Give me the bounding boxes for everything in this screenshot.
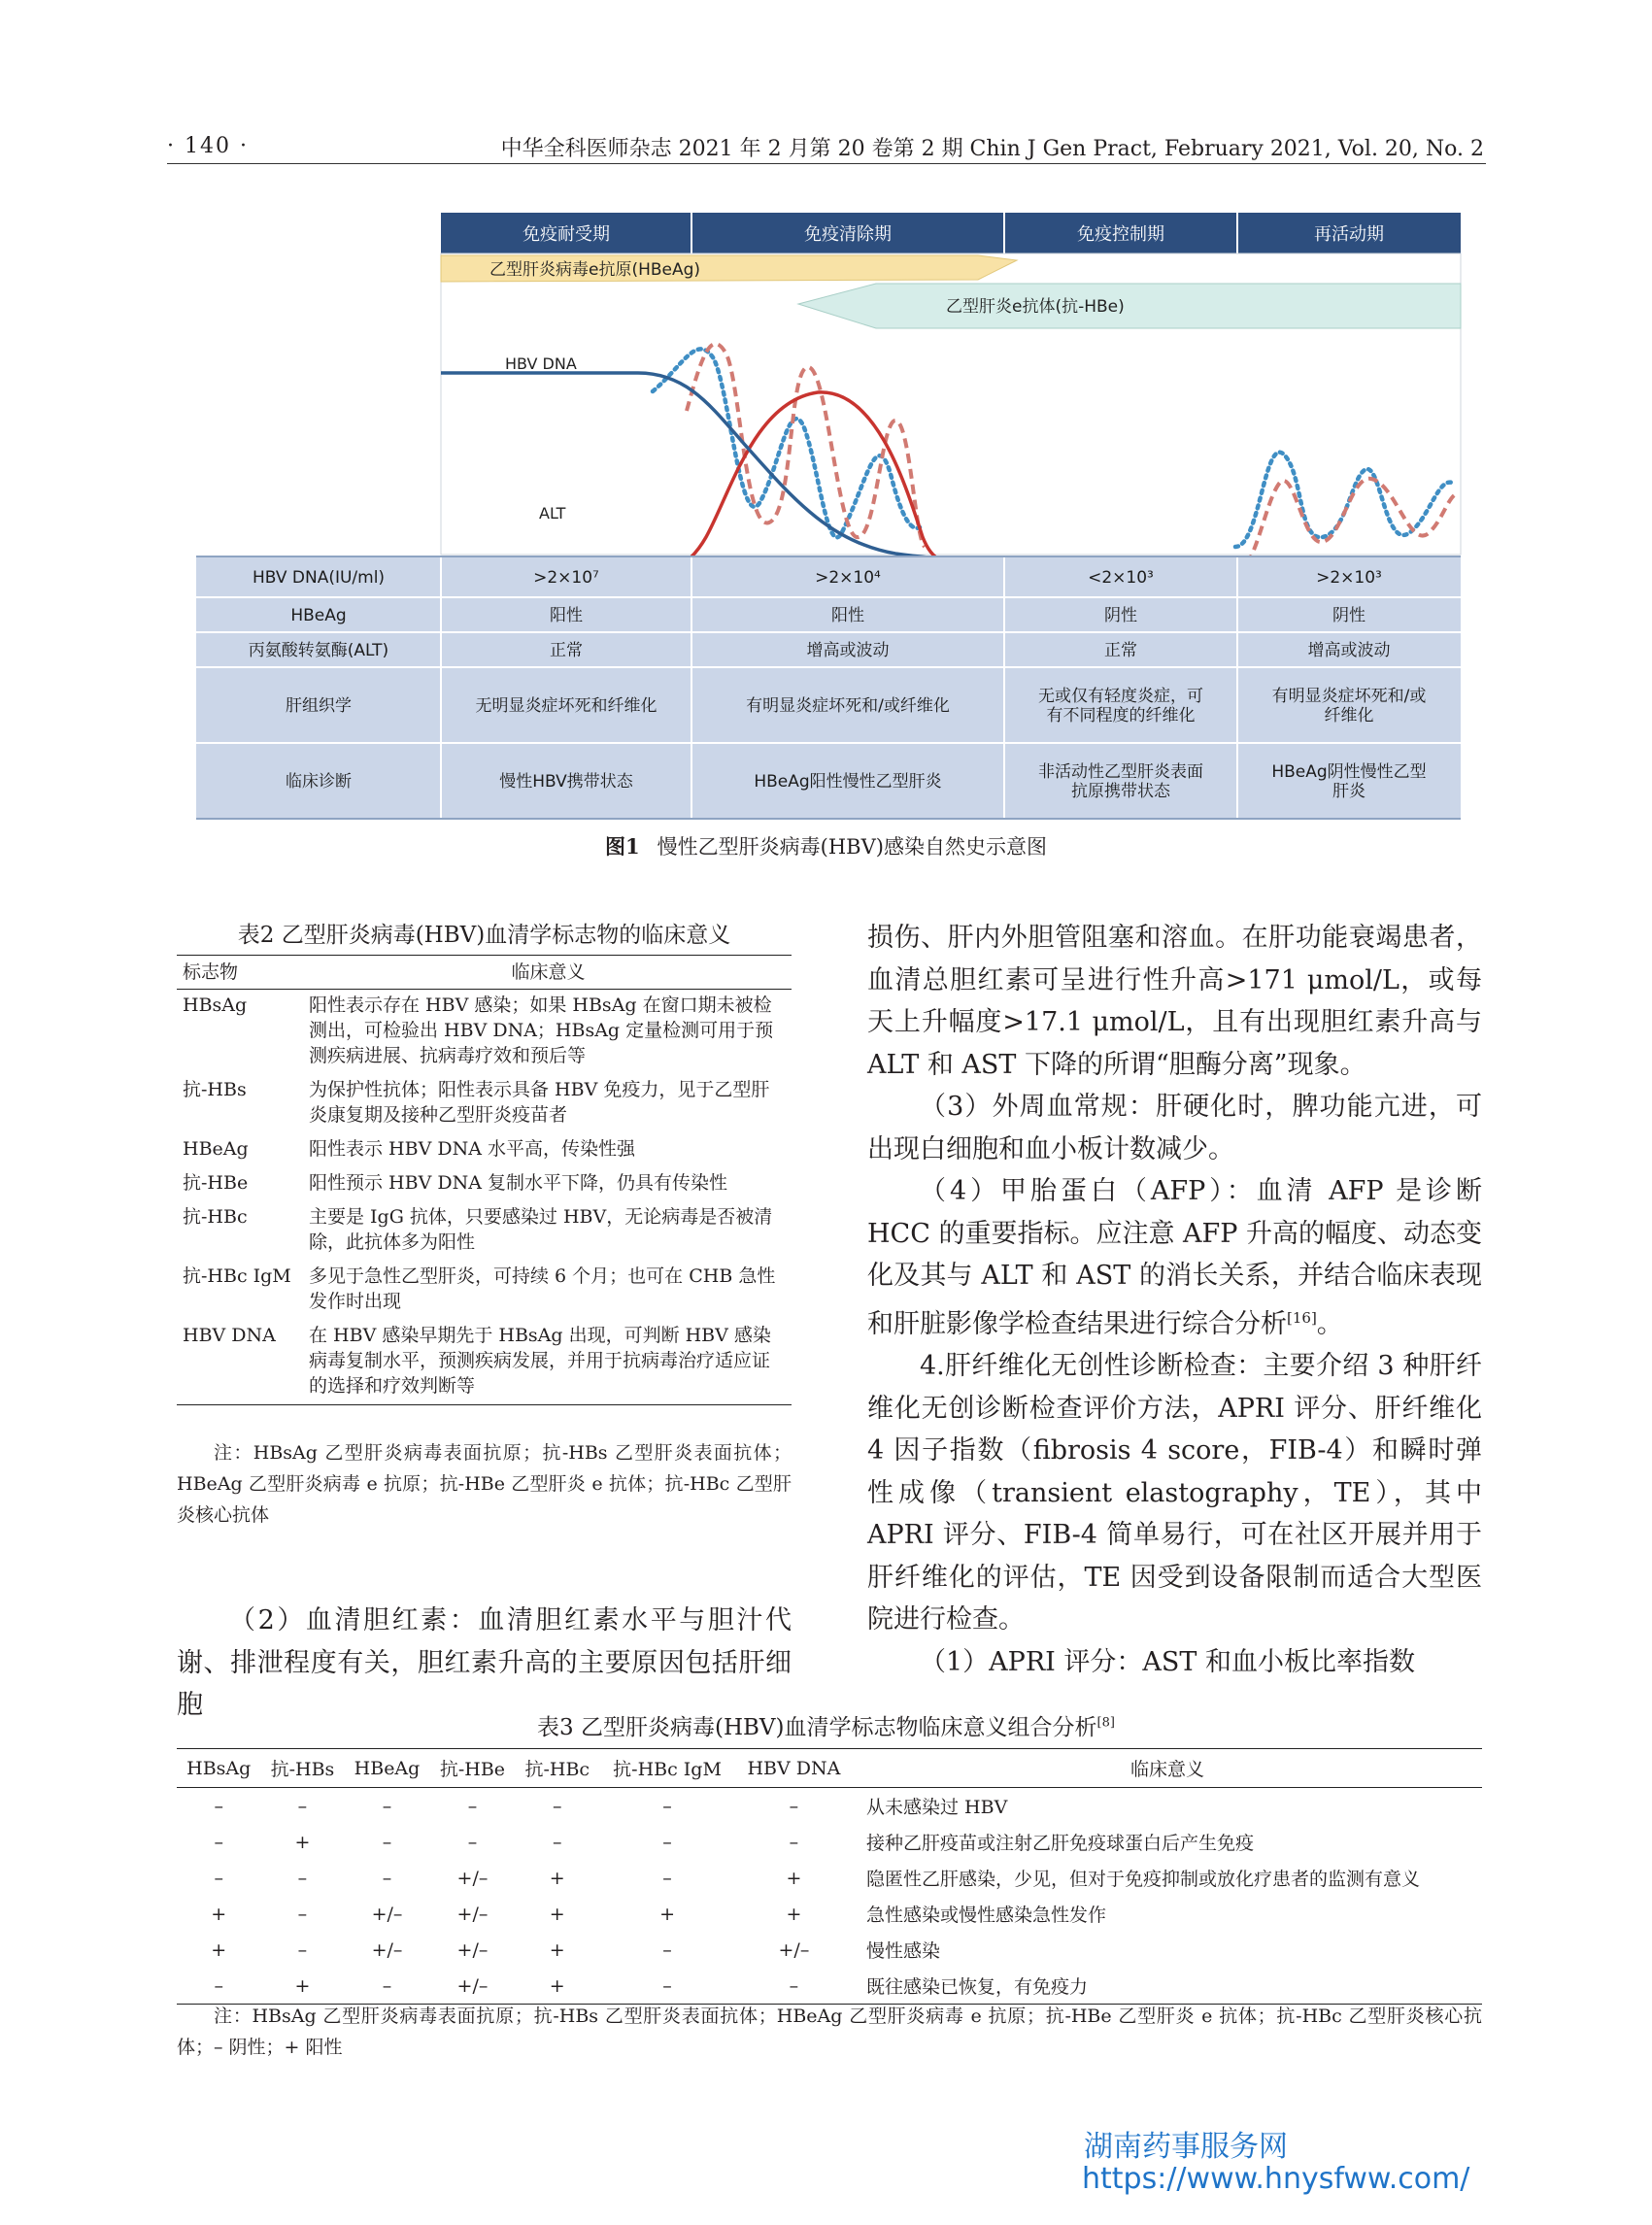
- table3-meaning: 接种乙肝疫苗或注射乙肝免疫球蛋白后产生免疫: [866, 1833, 1255, 1854]
- table3-cell: –: [382, 1867, 392, 1889]
- table3-header: HBsAg: [177, 1749, 260, 1788]
- table3-cell: +/–: [371, 1903, 403, 1925]
- figure-caption-text: 慢性乙型肝炎病毒(HBV)感染自然史示意图: [657, 835, 1047, 859]
- figure-cell: 阳性: [831, 606, 864, 625]
- watermark-url[interactable]: https://www.hnysfww.com/: [1082, 2162, 1470, 2196]
- table-row: [177, 1824, 1482, 1860]
- table3-cell: +/–: [778, 1938, 810, 1961]
- table3-cell: –: [789, 1795, 799, 1817]
- table2-marker: 抗-HBc: [183, 1206, 248, 1228]
- table2-marker: HBeAg: [183, 1138, 249, 1160]
- table-row: [177, 1167, 792, 1201]
- figure-cell: 增高或波动: [806, 641, 890, 660]
- table3-cell: –: [662, 1831, 672, 1853]
- table2-marker: 抗-HBs: [183, 1079, 247, 1100]
- table3-cell: –: [214, 1867, 223, 1889]
- table3-cell: –: [214, 1831, 223, 1853]
- paragraph-bilirubin: （2）血清胆红素：血清胆红素水平与胆汁代谢、排泄程度有关，胆红素升高的主要原因包括肝细胞: [177, 1605, 792, 1720]
- figure-table: [196, 556, 1461, 819]
- figure-cell: HBeAg阳性慢性乙型肝炎: [754, 772, 942, 792]
- table3-cell: +: [515, 1968, 599, 2005]
- right-column-text: [867, 917, 1482, 1683]
- figure-cell: HBeAg阴性慢性乙型: [1271, 762, 1427, 782]
- figure-cell: 非活动性乙型肝炎表面: [1038, 762, 1203, 782]
- figure-cell: 有不同程度的纤维化: [1046, 706, 1196, 725]
- figure-row-label: 临床诊断: [286, 772, 352, 792]
- figure-cell: 增高或波动: [1307, 641, 1391, 660]
- figure-row-label: HBeAg: [290, 606, 347, 625]
- figure-cell: >2×10³: [1316, 568, 1382, 588]
- label-alt: ALT: [539, 504, 566, 523]
- table2-meaning: 阳性表示 HBV DNA 水平高，传染性强: [309, 1138, 635, 1160]
- table2-marker: HBsAg: [183, 995, 248, 1016]
- table3-cell: –: [297, 1867, 308, 1889]
- figure-cell: 有明显炎症坏死和/或纤维化: [746, 696, 950, 716]
- table2-header-marker: 标志物: [177, 956, 303, 990]
- table3-cell: –: [297, 1903, 308, 1925]
- table3-cell: –: [177, 1968, 260, 2005]
- table3-meaning: 隐匿性乙肝感染，少见，但对于免疫抑制或放化疗患者的监测有意义: [866, 1869, 1421, 1890]
- table3-cell: +/–: [430, 1968, 516, 2005]
- figure-cell: 慢性HBV携带状态: [499, 772, 633, 792]
- left-column-text: [177, 1600, 792, 1727]
- table3-header: HBeAg: [344, 1749, 429, 1788]
- table3-cell: +: [211, 1903, 227, 1925]
- figure-cell: 阳性: [550, 606, 583, 625]
- table2-marker: 抗-HBe: [183, 1172, 249, 1194]
- table3-cell: –: [599, 1968, 735, 2005]
- table-row: [177, 1320, 792, 1405]
- citation-16: [16]: [1287, 1308, 1317, 1327]
- table-row: [177, 1932, 1482, 1968]
- table-row: [177, 1968, 1482, 2005]
- table2-meaning: 多见于急性乙型肝炎，可持续 6 个月；也可在 CHB 急性发作时出现: [309, 1265, 776, 1312]
- table3-cell: –: [662, 1867, 672, 1889]
- table3-cell: –: [214, 1795, 223, 1817]
- antihbe-arrow: [798, 284, 1461, 328]
- table3-cell: –: [662, 1938, 672, 1961]
- table2-marker: HBV DNA: [177, 1320, 303, 1405]
- table3-cell: –: [735, 1968, 853, 2005]
- figure-caption-number: 图1: [605, 834, 640, 859]
- table2-caption: 表2 乙型肝炎病毒(HBV)血清学标志物的临床意义: [237, 923, 731, 948]
- paragraph-afp: [867, 1170, 1482, 1345]
- table3-header: 抗-HBe: [430, 1749, 516, 1788]
- table-row: [177, 1896, 1482, 1932]
- table3-header: 抗-HBc: [515, 1749, 599, 1788]
- table3-cell: +: [786, 1903, 802, 1925]
- table3-cell: –: [467, 1795, 478, 1817]
- figure-cell: 正常: [1104, 641, 1137, 660]
- table3-cell: –: [467, 1831, 478, 1853]
- paragraph-afp-end: 。: [1316, 1308, 1343, 1339]
- table3-cell: –: [553, 1831, 562, 1853]
- table3-cell: +: [659, 1903, 675, 1925]
- paragraph-apri: （1）APRI 评分：AST 和血小板比率指数: [920, 1646, 1416, 1677]
- table3-header-row: [177, 1749, 1482, 1788]
- table3-header: 临床意义: [853, 1749, 1482, 1788]
- table3-cell: +: [294, 1831, 311, 1853]
- table3-header: 抗-HBs: [260, 1749, 344, 1788]
- table3-cell: –: [789, 1831, 799, 1853]
- table3-cell: –: [297, 1938, 308, 1961]
- table2-marker: 抗-HBc IgM: [183, 1265, 291, 1287]
- figure-cell: 纤维化: [1324, 706, 1374, 725]
- phase-reactivation: 再活动期: [1314, 224, 1384, 245]
- table3-cell: +: [549, 1938, 565, 1961]
- hbeag-arrow-label: 乙型肝炎病毒e抗原(HBeAg): [489, 260, 701, 280]
- table3-cell: +/–: [456, 1867, 489, 1889]
- watermark-site-name: 湖南药事服务网: [1084, 2130, 1288, 2164]
- figure-cell: 肝炎: [1332, 782, 1365, 801]
- table3-cell: –: [382, 1795, 392, 1817]
- table3-note: 注：HBsAg 乙型肝炎病毒表面抗原；抗-HBs 乙型肝炎表面抗体；HBeAg 乙型肝炎病毒 e 抗原；抗-HBe 乙型肝炎 e 抗体；抗-HBc 乙型肝炎核心抗体；– 阴性；+ 阳性: [177, 2006, 1482, 2058]
- table3: [177, 1748, 1482, 2005]
- figure-cell: 阴性: [1332, 606, 1365, 625]
- paragraph-continuation: 损伤、肝内外胆管阻塞和溶血。在肝功能衰竭患者，血清总胆红素可呈进行性升高>171 μmol/L，或每天上升幅度>17.1 μmol/L，且有出现胆红素升高与 ALT 和 AST 下降的所谓“胆酶分离”现象。: [867, 923, 1482, 1080]
- table3-header: HBV DNA: [735, 1749, 853, 1788]
- figure-cell: 有明显炎症坏死和/或: [1271, 687, 1427, 706]
- table2-meaning: 阳性预示 HBV DNA 复制水平下降，仍具有传染性: [309, 1172, 727, 1194]
- paragraph-afp-text: （4）甲胎蛋白（AFP）：血清 AFP 是诊断 HCC 的重要指标。应注意 AFP 升高的幅度、动态变化及其与 ALT 和 AST 的消长关系，并结合临床表现和肝脏影像学检查结果进行综合分析: [867, 1176, 1483, 1339]
- table3-meaning: 慢性感染: [866, 1940, 941, 1962]
- table-row: [177, 990, 792, 1075]
- label-hbv-dna: HBV DNA: [505, 354, 577, 373]
- figure-cell: 正常: [550, 641, 583, 660]
- table3-caption: [0, 1709, 1652, 1741]
- table2-meaning: 主要是 IgG 抗体，只要感染过 HBV，无论病毒是否被清除，此抗体多为阳性: [309, 1206, 773, 1253]
- table2-note: 注：HBsAg 乙型肝炎病毒表面抗原；抗-HBs 乙型肝炎表面抗体；HBeAg 乙型肝炎病毒 e 抗原；抗-HBe 乙型肝炎 e 抗体；抗-HBc 乙型肝炎核心抗体: [177, 1442, 792, 1526]
- figure-row-label: HBV DNA(IU/ml): [252, 568, 386, 588]
- table-row: [177, 1860, 1482, 1896]
- table2-header-row: [177, 956, 792, 990]
- table3-cell: –: [662, 1795, 672, 1817]
- table3-cell: +: [786, 1867, 802, 1889]
- header-rule: [167, 163, 1486, 164]
- table3-cell: +/–: [371, 1938, 403, 1961]
- table3-cell: +: [211, 1938, 227, 1961]
- table2-meaning: 阳性表示存在 HBV 感染；如果 HBsAg 在窗口期未被检测出，可检验出 HBV DNA；HBsAg 定量检测可用于预测疾病进展、抗病毒疗效和预后等: [309, 995, 774, 1066]
- table3-meaning: 急性感染或慢性感染急性发作: [866, 1905, 1107, 1926]
- table3-meaning: 从未感染过 HBV: [866, 1797, 1008, 1818]
- table3-header: 抗-HBc IgM: [599, 1749, 735, 1788]
- table-row: [177, 1788, 1482, 1825]
- journal-header: 中华全科医师杂志 2021 年 2 月第 20 卷第 2 期 Chin J Gen Pract, February 2021, Vol. 20, No. 2: [500, 137, 1484, 161]
- paragraph-fibrosis: 4.肝纤维化无创性诊断检查：主要介绍 3 种肝纤维化无创诊断检查评价方法，APRI 评分、肝纤维化 4 因子指数（fibrosis 4 score，FIB-4）和瞬时弹性成像（transient elastography，TE），其中 APRI 评分、FIB-4 简单易行，可在社区开展并用于肝纤维化的评估，TE 因受到设备限制而适合大型医院进行检查。: [867, 1351, 1482, 1635]
- table3-cell: –: [297, 1795, 308, 1817]
- table2-meaning: 在 HBV 感染早期先于 HBsAg 出现，可判断 HBV 感染病毒复制水平，预测疾病发展，并用于抗病毒治疗适应证的选择和疗效判断等: [303, 1320, 792, 1405]
- table-row: [177, 1133, 792, 1167]
- table3-cell: –: [553, 1795, 562, 1817]
- figure-cell: 阴性: [1104, 606, 1137, 625]
- table3-caption-text: 表3 乙型肝炎病毒(HBV)血清学标志物临床意义组合分析: [537, 1715, 1097, 1740]
- figure-caption: [0, 831, 1652, 860]
- paragraph-blood-routine: （3）外周血常规：肝硬化时，脾功能亢进，可出现白细胞和血小板计数减少。: [867, 1092, 1482, 1164]
- figure-cell: 无明显炎症坏死和纤维化: [475, 696, 657, 716]
- antihbe-arrow-label: 乙型肝炎e抗体(抗-HBe): [946, 297, 1125, 317]
- table3-cell: +: [549, 1903, 565, 1925]
- phase-immune-tolerant: 免疫耐受期: [523, 224, 610, 245]
- table2-header-meaning: 临床意义: [303, 956, 792, 990]
- figure-cell: <2×10³: [1088, 568, 1154, 588]
- table3-cell: +/–: [456, 1903, 489, 1925]
- table3-cell: +: [260, 1968, 344, 2005]
- figure-cell: 无或仅有轻度炎症，可: [1038, 687, 1203, 706]
- table3-cell: –: [382, 1831, 392, 1853]
- table-row: [177, 1201, 792, 1261]
- table-row: [177, 1261, 792, 1320]
- figure-cell: 抗原携带状态: [1071, 782, 1170, 801]
- table3-cell: +: [549, 1867, 565, 1889]
- figure-row-label: 肝组织学: [286, 696, 352, 716]
- phase-header: [441, 213, 1461, 253]
- figure-cell: >2×10⁷: [533, 568, 599, 588]
- table2-meaning: 为保护性抗体；阳性表示具备 HBV 免疫力，见于乙型肝炎康复期及接种乙型肝炎疫苗者: [309, 1079, 770, 1126]
- table2: [177, 955, 792, 1405]
- table-row: [177, 1074, 792, 1133]
- figure-hbv-natural-history: [196, 212, 1463, 820]
- page-number: · 140 ·: [167, 134, 249, 158]
- table3-cell: –: [344, 1968, 429, 2005]
- phase-immune-clearance: 免疫清除期: [804, 224, 892, 245]
- figure-row-label: 丙氨酸转氨酶(ALT): [248, 641, 389, 660]
- table3-caption-ref: [8]: [1096, 1715, 1115, 1731]
- phase-immune-control: 免疫控制期: [1077, 224, 1164, 245]
- table3-cell: +/–: [456, 1938, 489, 1961]
- figure-cell: >2×10⁴: [815, 568, 881, 588]
- table3-meaning: 既往感染已恢复，有免疫力: [853, 1968, 1482, 2005]
